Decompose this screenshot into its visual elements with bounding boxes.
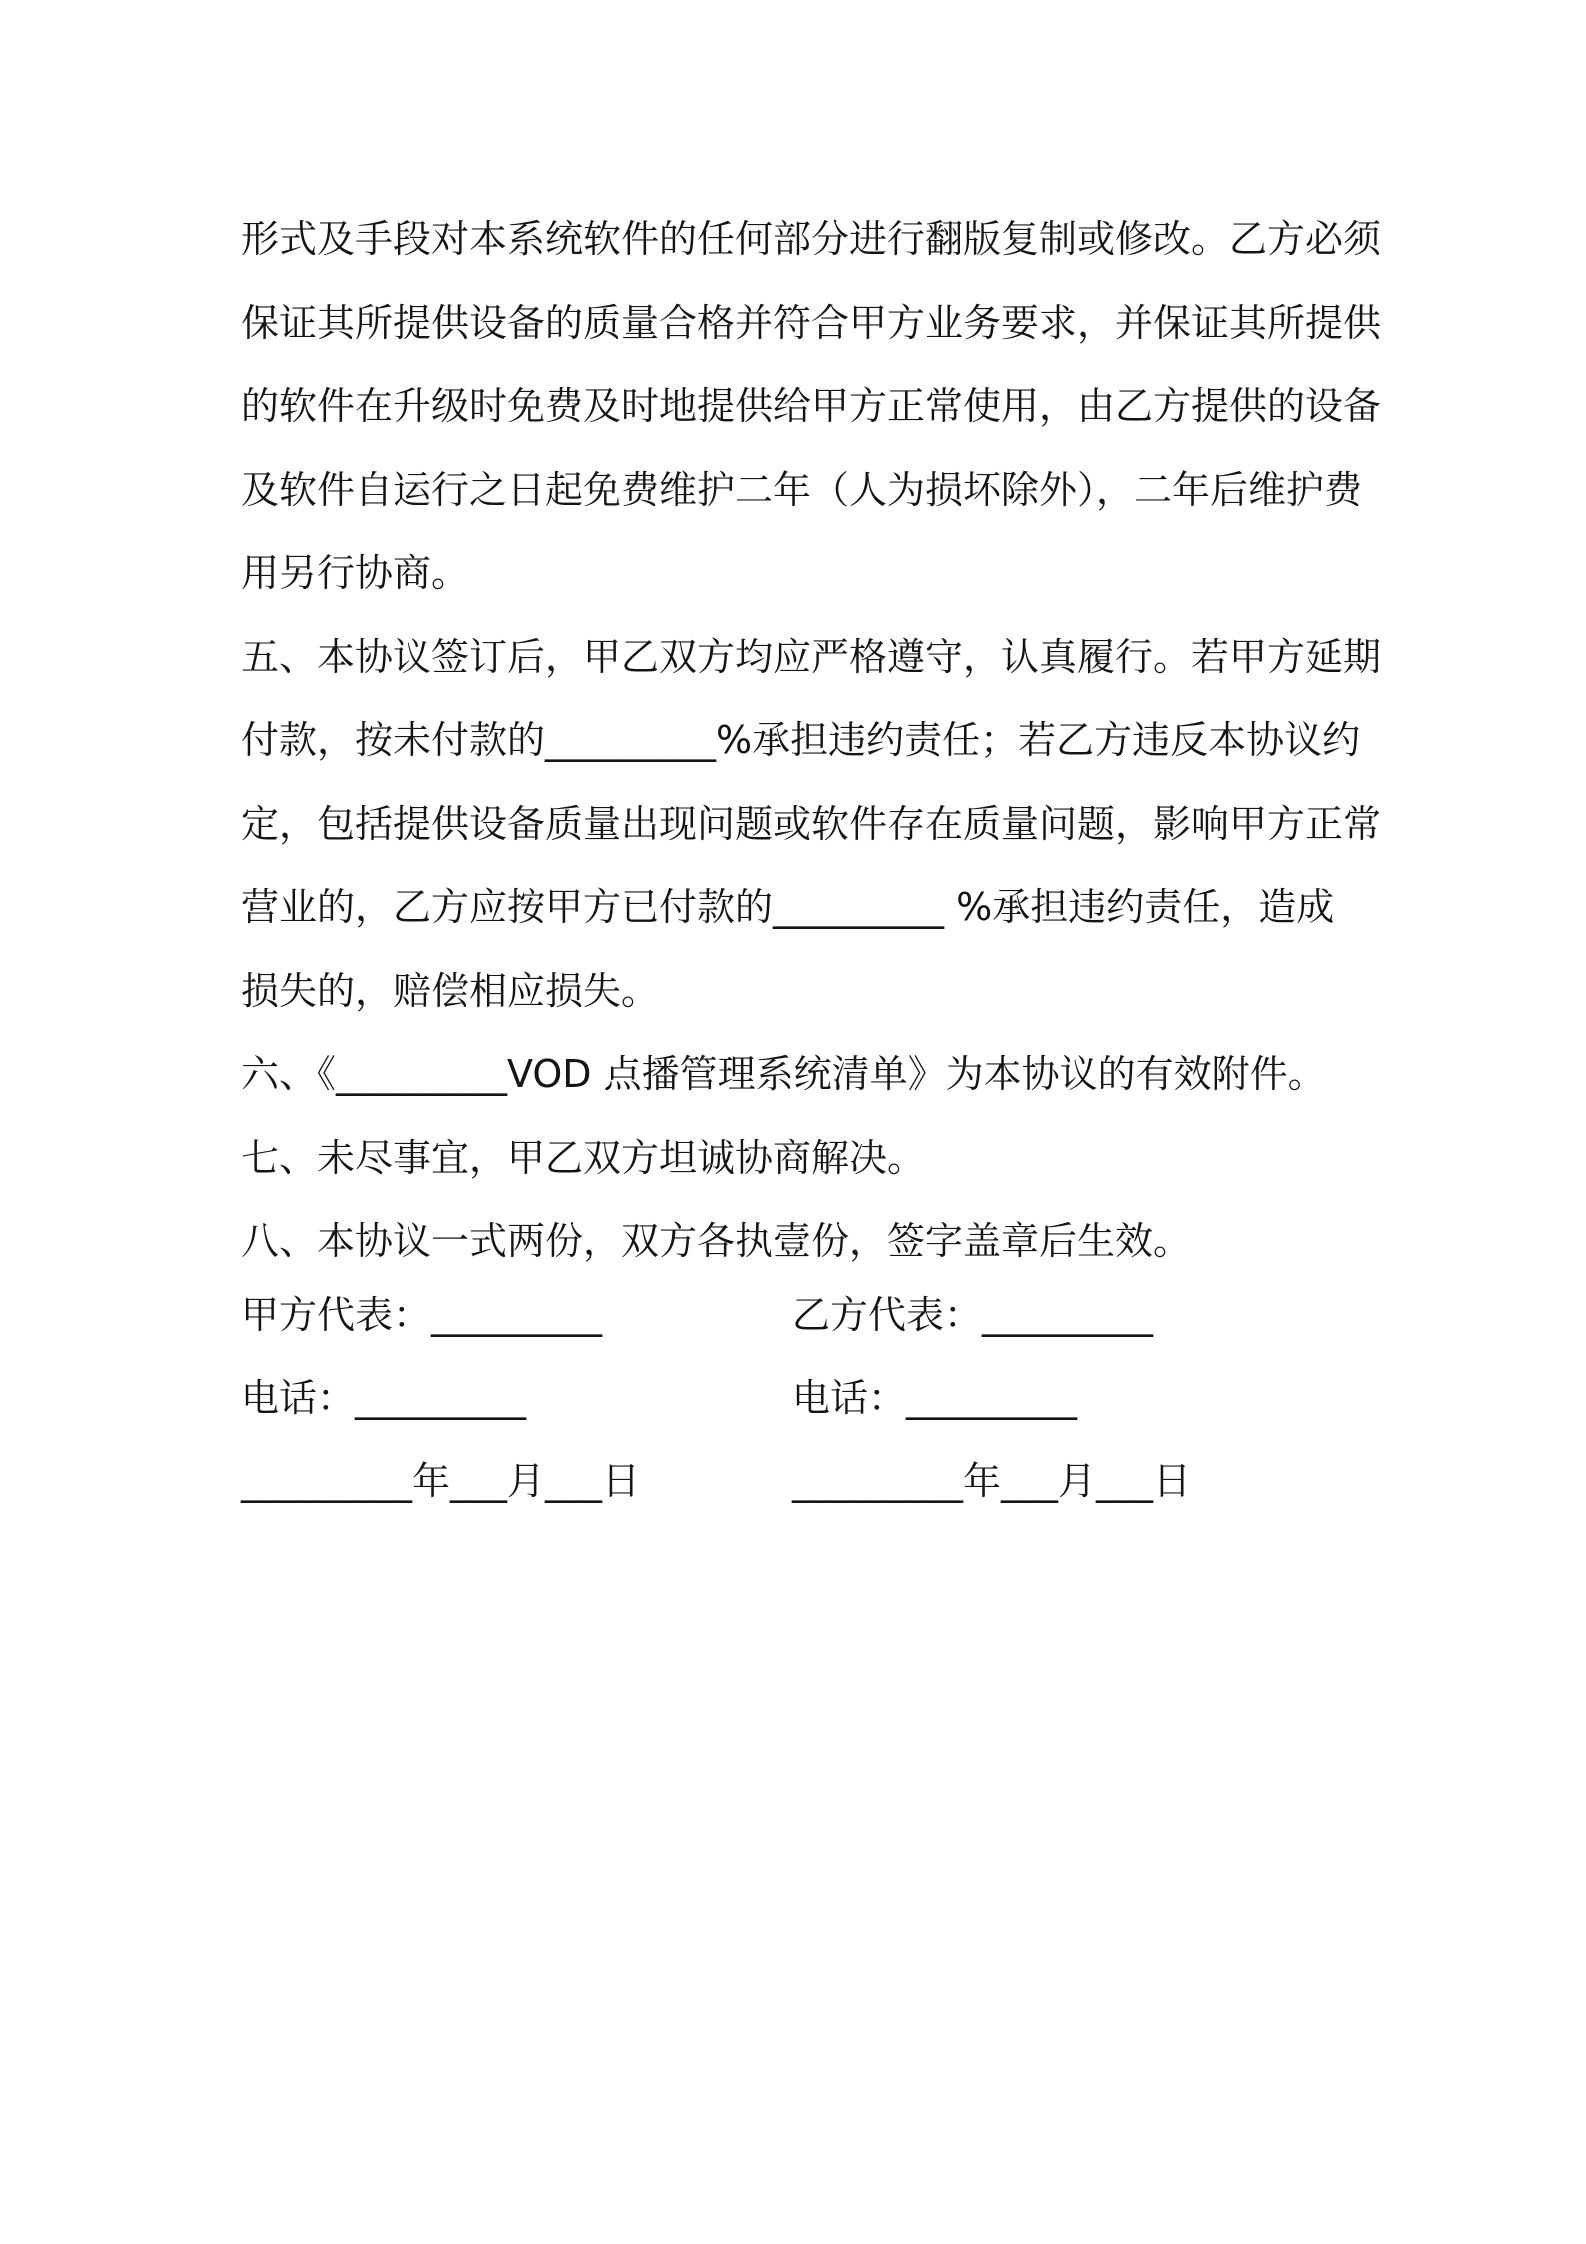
clause-8: 八、本协议一式两份，双方各执壹份，签字盖章后生效。 (241, 1219, 1192, 1263)
party-b-date: _________年___月___日 (792, 1459, 1192, 1503)
contract-body (241, 198, 1382, 1284)
paragraph-line: 形式及手段对本系统软件的任何部分进行翻版复制或修改。乙方必须 (241, 217, 1382, 261)
clause-5-line: 定，包括提供设备质量出现问题或软件存在质量问题，影响甲方正常 (241, 801, 1382, 846)
clause-7: 七、未尽事宜，甲乙双方坦诚协商解决。 (241, 1135, 926, 1180)
party-a-date: _________年___月___日 (241, 1459, 641, 1503)
paragraph-line: 及软件自运行之日起免费维护二年（人为损坏除外），二年后维护费 (241, 467, 1363, 512)
paragraph-line: 保证其所提供设备的质量合格并符合甲方业务要求，并保证其所提供 (241, 300, 1382, 345)
clause-6: 六、《_________VOD 点播管理系统清单》为本协议的有效附件。 (241, 1052, 1326, 1096)
party-a-representative: 甲方代表：_________ (241, 1293, 603, 1337)
clause-5-line: 损失的，赔偿相应损失。 (241, 968, 660, 1013)
party-b-phone: 电话：_________ (792, 1376, 1078, 1420)
party-b-representative: 乙方代表：_________ (792, 1293, 1154, 1337)
clause-5-line: 五、本协议签订后，甲乙双方均应严格遵守，认真履行。若甲方延期 (241, 634, 1382, 679)
clause-5-line: 付款，按未付款的_________%承担违约责任；若乙方违反本协议约 (241, 718, 1361, 762)
party-a-phone: 电话：_________ (241, 1376, 527, 1420)
paragraph-line: 的软件在升级时免费及时地提供给甲方正常使用，由乙方提供的设备 (241, 384, 1382, 428)
clause-5-line: 营业的，乙方应按甲方已付款的_________ %承担违约责任，造成 (241, 885, 1335, 929)
paragraph-line: 用另行协商。 (241, 551, 470, 595)
